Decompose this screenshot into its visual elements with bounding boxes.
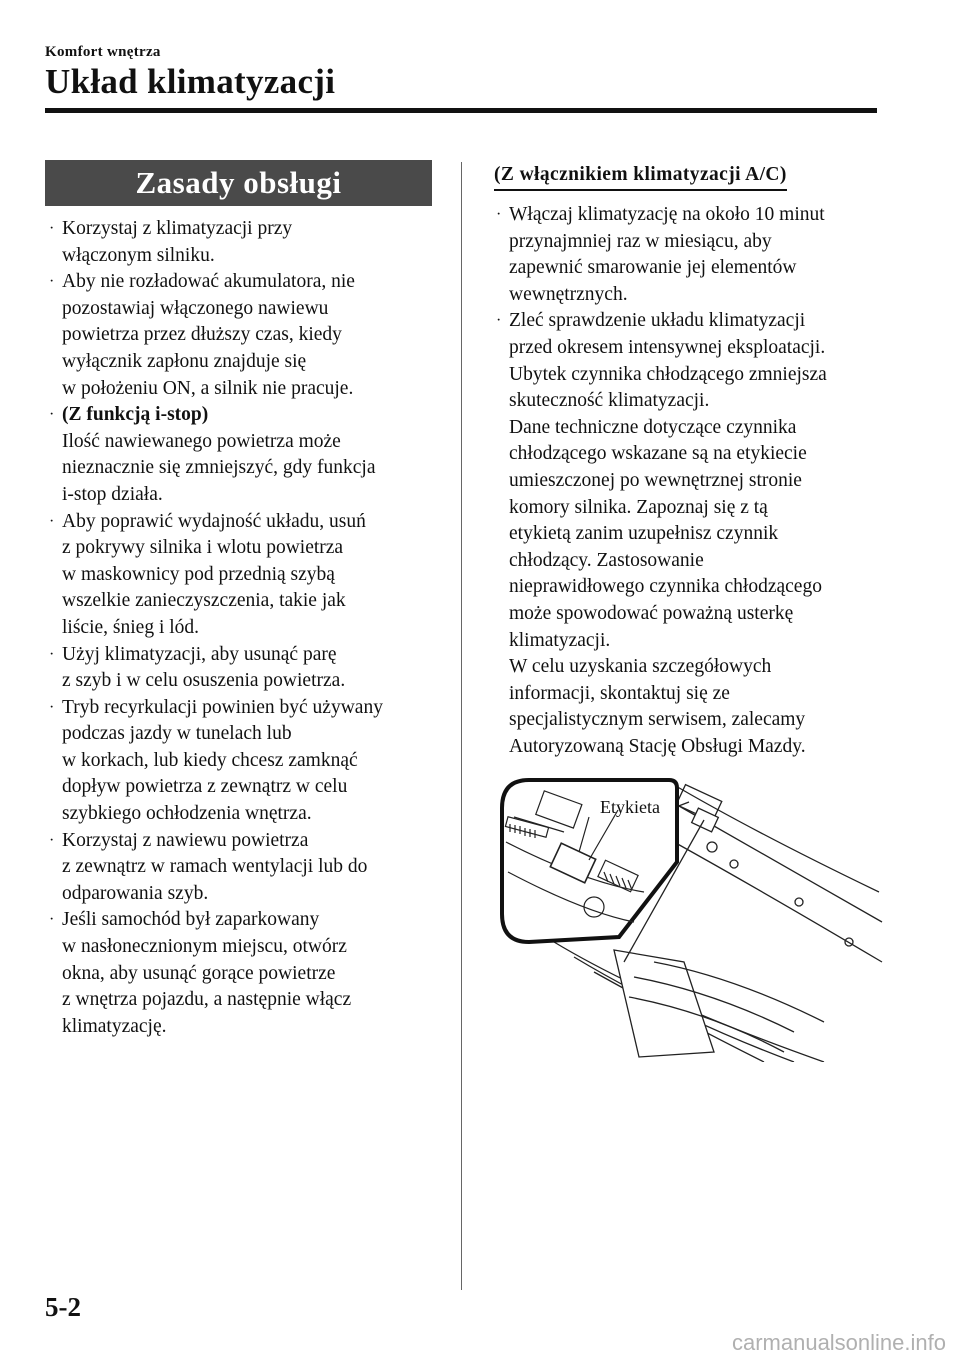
bullet-item [45,402,445,508]
bullet-dot-icon: · [496,206,502,223]
bullet-text-line: informacji, skontaktuj się ze [509,682,730,704]
right-bullet-list [492,202,892,760]
bullet-dot-icon: · [49,406,55,424]
bullet-text-line: Włączaj klimatyzację na około 10 minut [509,204,825,225]
bullet-text-line: komory silnika. Zapoznaj się z tą [509,496,768,518]
bullet-item [45,907,445,1040]
bullet-text-line: Aby nie rozładować akumulatora, nie [62,271,355,293]
bullet-text-line: z zewnątrz w ramach wentylacji lub do [62,856,368,878]
bullet-text-line: Tryb recyrkulacji powinien być używany [62,696,383,718]
bullet-item [45,828,445,908]
engine-compartment-label-illustration [494,772,884,1062]
bullet-item [492,308,892,760]
bullet-text-line: wewnętrznych. [509,283,628,305]
bullet-text-line: dopływ powietrza z zewnątrz w celu [62,776,348,798]
bullet-text-line: podczas jazdy w tunelach lub [62,723,292,745]
bullet-text-line: zapewnić smarowanie jej elementów [509,257,797,279]
bullet-text-line: W celu uzyskania szczegółowych [509,656,772,678]
bullet-dot-icon: · [49,645,55,663]
bullet-text-line: Korzystaj z nawiewu powietrza [62,829,309,851]
bullet-text-line: z wnętrza pojazdu, a następnie włącz [62,989,352,1011]
bullet-text-line: w nasłonecznionym miejscu, otwórz [62,936,347,958]
bullet-dot-icon: · [49,698,55,716]
bullet-item [45,269,445,402]
bullet-text-line: w maskownicy pod przednią szybą [62,563,335,585]
bullet-text-line: okna, aby usunąć gorące powietrze [62,962,336,984]
section-label: Komfort wnętrza [45,44,161,60]
bullet-text-line: etykietą zanim uzupełnisz czynnik [509,523,779,545]
bullet-dot-icon: · [49,512,55,530]
bullet-dot-icon: · [496,312,502,330]
bullet-text-line: szybkiego ochłodzenia wnętrza. [62,803,312,825]
bullet-text-line: nieprawidłowego czynnika chłodzącego [509,576,822,598]
bullet-text-line: i-stop działa. [62,483,163,505]
column-divider [461,162,462,1290]
bullet-text-line: Ilość nawiewanego powietrza może [62,430,341,452]
bullet-item [492,202,892,308]
bullet-text-line: Zleć sprawdzenie układu klimatyzacji [509,310,806,332]
bullet-dot-icon: · [49,911,55,929]
bullet-item [45,695,445,828]
bullet-dot-icon: · [49,273,55,291]
bullet-text-line: klimatyzacji. [509,629,611,651]
bullet-text-line: nieznacznie się zmniejszyć, gdy funkcja [62,457,376,479]
bullet-text-line: wszelkie zanieczyszczenia, takie jak [62,590,346,612]
section-heading: Zasady obsługi [45,160,432,206]
chapter-title: Układ klimatyzacji [45,62,336,101]
bullet-text-line: chłodzący. Zastosowanie [509,549,704,571]
bullet-text-line: w położeniu ON, a silnik nie pracuje. [62,377,354,399]
bullet-text-line: pozostawiaj włączonego nawiewu [62,297,329,319]
bullet-text-line: specjalistycznym serwisem, zalecamy [509,709,806,731]
header-rule [45,108,877,113]
illustration-label: Etykieta [600,797,660,817]
bullet-text-line: odparowania szyb. [62,882,209,904]
bullet-text-line: skuteczność klimatyzacji. [509,390,710,412]
bullet-text-line: Jeśli samochód był zaparkowany [62,909,320,931]
bullet-text-line: umieszczonej po wewnętrznej stronie [509,469,802,491]
bullet-text-line: Dane techniczne dotyczące czynnika [509,416,797,438]
bullet-text-line: klimatyzację. [62,1015,167,1037]
bullet-item [45,509,445,642]
page-number: 5-2 [45,1292,81,1322]
bullet-text-line: Korzystaj z klimatyzacji przy [62,218,293,239]
bullet-text-line: powietrza przez dłuższy czas, kiedy [62,324,342,346]
bullet-text-line: w korkach, lub kiedy chcesz zamknąć [62,749,358,771]
bullet-text-line: Ubytek czynnika chłodzącego zmniejsza [509,363,827,385]
bullet-text-line: z pokrywy silnika i wlotu powietrza [62,537,344,559]
watermark: carmanualsonline.info [731,1330,946,1355]
bullet-dot-icon: · [49,831,55,849]
bullet-bold-line: (Z funkcją i-stop) [62,404,209,426]
bullet-text-line: może spowodować poważną usterkę [509,602,794,624]
left-bullet-list [45,216,445,1040]
bullet-text-line: wyłącznik zapłonu znajduje się [62,350,307,372]
bullet-text-line: Użyj klimatyzacji, aby usunąć parę [62,643,337,665]
bullet-dot-icon: · [49,220,55,237]
bullet-text-line: chłodzącego wskazane są na etykiecie [509,443,807,465]
bullet-text-line: z szyb i w celu osuszenia powietrza. [62,670,346,692]
bullet-item [45,216,445,269]
bullet-text-line: przed okresem intensywnej eksploatacji. [509,336,826,358]
bullet-text-line: włączonym silniku. [62,244,215,266]
bullet-text-line: Autoryzowaną Stację Obsługi Mazdy. [509,735,806,757]
bullet-item [45,642,445,695]
bullet-text-line: Aby poprawić wydajność układu, usuń [62,510,366,532]
bullet-text-line: przynajmniej raz w miesiącu, aby [509,230,772,252]
subheading-ac-switch: (Z włącznikiem klimatyzacji A/C) [494,163,787,191]
bullet-text-line: liście, śnieg i lód. [62,616,200,638]
